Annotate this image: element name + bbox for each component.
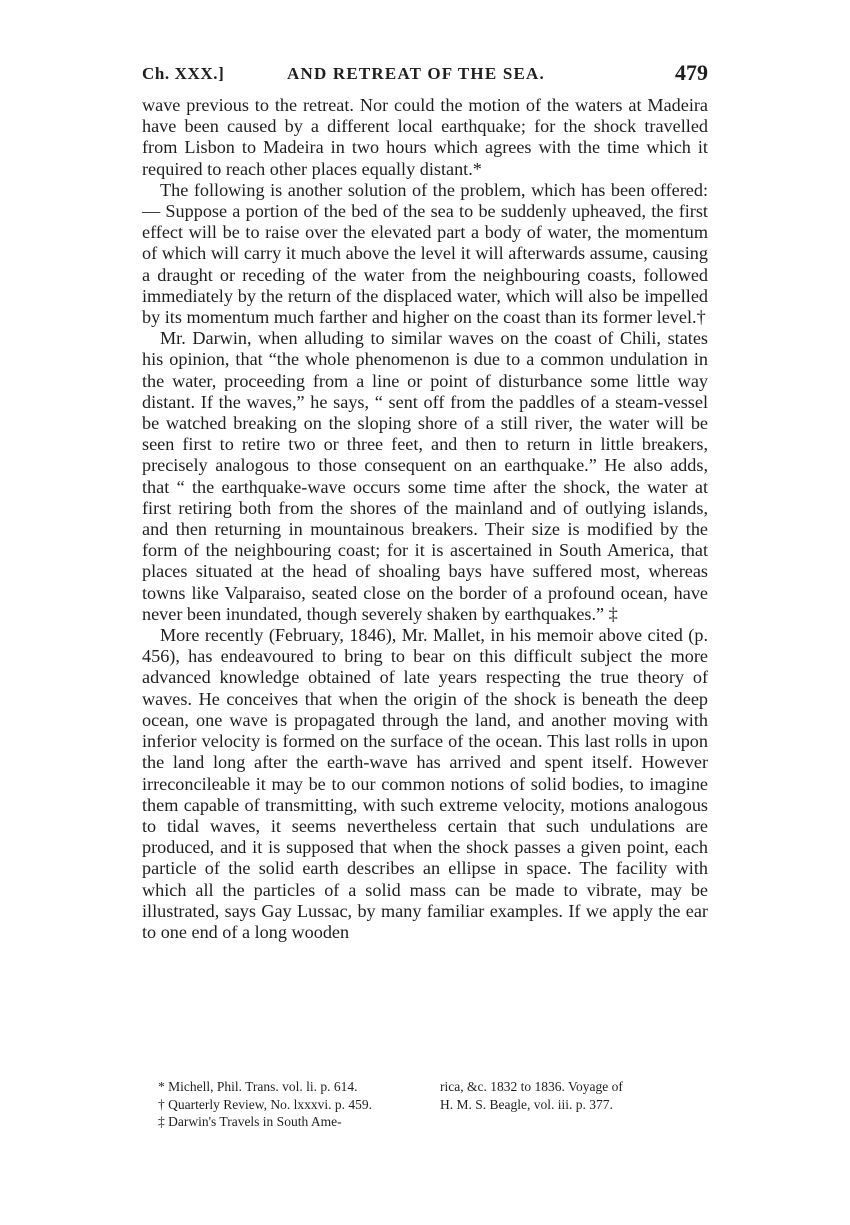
footnote-darwin: ‡ Darwin's Travels in South Ame- [158,1114,342,1129]
paragraph-solution: The following is another solution of the problem, which has been offered: — Suppose a portion of the bed of the sea to be suddenly upheaved, the first effect will be to raise over the elevated part a body of water, the momentum of which will carry it much above the level it will afterwards assume, causing a draught or receding of the water from the neighbouring coasts, followed immediately by the return of the displaced water, which will also be impelled by its momentum much farther and higher on the coast than its former level.† [142,179,708,328]
paragraph-continuation: wave previous to the retreat. Nor could the motion of the waters at Madeira have been caused by a different local earthquake; for the shock travelled from Lisbon to Madeira in two hours which agrees with the time which it required to reach other places equally distant.* [142,95,708,179]
footnote-michell: * Michell, Phil. Trans. vol. li. p. 614. [158,1079,358,1094]
chapter-label: Ch. XXX.] [142,64,225,83]
running-title: AND RETREAT OF THE SEA. [287,64,545,83]
footnotes-left-column [158,1078,434,1131]
paragraph-mallet: More recently (February, 1846), Mr. Mallet, in his memoir above cited (p. 456), has endeavoured to bring to bear on this difficult subject the more advanced knowledge obtained of late years respecting the true theory of waves. He conceives that when the origin of the shock is beneath the deep ocean, one wave is propagated through the land, and another moving with inferior velocity is formed on the surface of the ocean. This last rolls in upon the land long after the earth-wave has arrived and spent itself. However irreconcileable it may be to our common notions of solid bodies, to imagine them capable of transmitting, with such extreme velocity, motions analogous to tidal waves, it seems nevertheless certain that such undulations are produced, and it is supposed that when the shock passes a given point, each particle of the solid earth describes an ellipse in space. The facility with which all the particles of a solid mass can be made to vibrate, may be illustrated, says Gay Lussac, by many familiar examples. If we apply the ear to one end of a long wooden [142,625,708,942]
running-header [142,62,708,88]
paragraph-darwin: Mr. Darwin, when alluding to similar waves on the coast of Chili, states his opinion, that “the whole phenomenon is due to a common undulation in the water, proceeding from a line or point of disturbance some little way distant. If the waves,” he says, “ sent off from the paddles of a steam-vessel be watched breaking on the sloping shore of a still river, the water will be seen first to retire two or three feet, and then to return in little breakers, precisely analogous to those consequent on an earthquake.” He also adds, that “ the earthquake-wave occurs some time after the shock, the water at first retiring both from the shores of the mainland and of outlying islands, and then returning in mountainous breakers. Their size is modified by the form of the neighbouring coast; for it is ascertained in South America, that places situated at the head of shoaling bays have suffered most, whereas towns like Valparaiso, seated close on the border of a profound ocean, have never been inundated, though severely shaken by earthquakes.” ‡ [142,328,708,624]
body-text [142,95,708,943]
footnotes-right-column [440,1078,715,1113]
footnote-quarterly-review: † Quarterly Review, No. lxxxvi. p. 459. [158,1096,372,1112]
page-number: 479 [675,60,708,85]
footnote-darwin-cont-1: rica, &c. 1832 to 1836. Voyage of [440,1079,623,1094]
footnote-darwin-cont-2: H. M. S. Beagle, vol. iii. p. 377. [440,1096,613,1112]
